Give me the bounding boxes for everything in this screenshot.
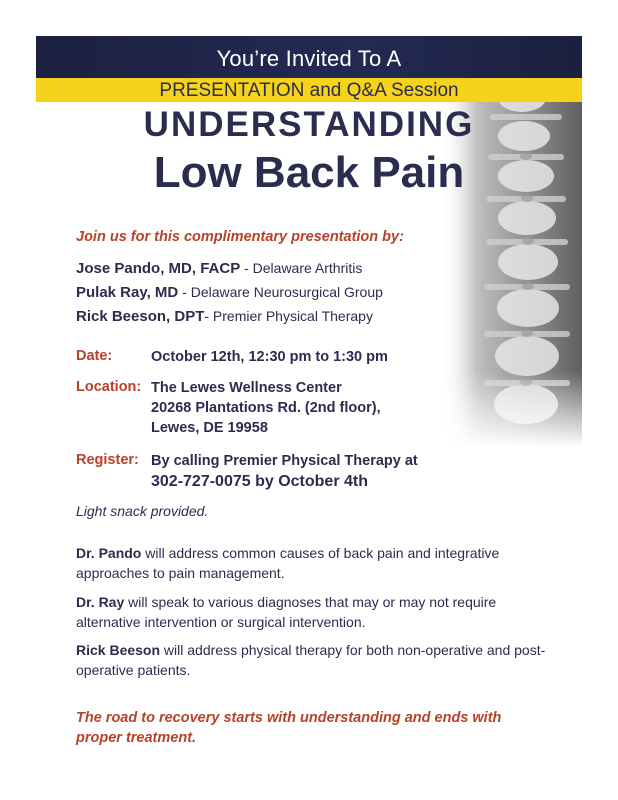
presenter-affiliation: - Delaware Neurosurgical Group: [178, 284, 383, 300]
date-value: October 12th, 12:30 pm to 1:30 pm: [151, 349, 388, 365]
location-line: The Lewes Wellness Center: [151, 380, 342, 396]
presenter-line: [76, 308, 373, 325]
presenter-name: Pulak Ray, MD: [76, 284, 179, 301]
presenter-affiliation: - Premier Physical Therapy: [204, 308, 373, 324]
description-paragraph: [76, 543, 546, 583]
closing-statement: The road to recovery starts with understanding and ends with proper treatment.: [76, 710, 502, 746]
invitation-banner: [36, 36, 582, 78]
presenter-name: Rick Beeson, DPT: [76, 308, 205, 325]
description-name: Dr. Ray: [76, 594, 125, 610]
description-paragraph: [76, 592, 546, 632]
session-text: PRESENTATION and Q&A Session: [159, 80, 459, 101]
location-line: 20268 Plantations Rd. (2nd floor),: [151, 400, 381, 416]
presenter-name: Jose Pando, MD, FACP: [76, 260, 241, 277]
location-line: Lewes, DE 19958: [151, 420, 268, 436]
register-line: 302-727-0075 by October 4th: [151, 473, 368, 490]
title-understanding: UNDERSTANDING: [143, 105, 475, 144]
session-banner: [36, 78, 582, 102]
invite-text: You’re Invited To A: [216, 46, 402, 71]
description-text: will speak to various diagnoses that may or may not require alternative intervention or surgical intervention.: [76, 594, 497, 630]
presenter-affiliation: - Delaware Arthritis: [240, 260, 363, 276]
date-label: Date:: [76, 348, 113, 364]
snack-note: Light snack provided.: [76, 503, 209, 519]
description-text: will address physical therapy for both non-operative and post-operative patients.: [76, 642, 546, 678]
description-name: Dr. Pando: [76, 545, 142, 561]
presenter-line: [76, 260, 362, 277]
title-low-back-pain: Low Back Pain: [153, 148, 465, 197]
description-text: will address common causes of back pain and integrative approaches to pain management.: [76, 545, 500, 581]
intro-text: Join us for this complimentary presentation by:: [76, 229, 404, 245]
description-name: Rick Beeson: [76, 642, 161, 658]
location-label: Location:: [76, 379, 142, 395]
register-line: By calling Premier Physical Therapy at: [151, 453, 418, 469]
description-paragraph: [76, 640, 546, 680]
register-label: Register:: [76, 452, 139, 468]
presenter-line: [76, 284, 383, 301]
